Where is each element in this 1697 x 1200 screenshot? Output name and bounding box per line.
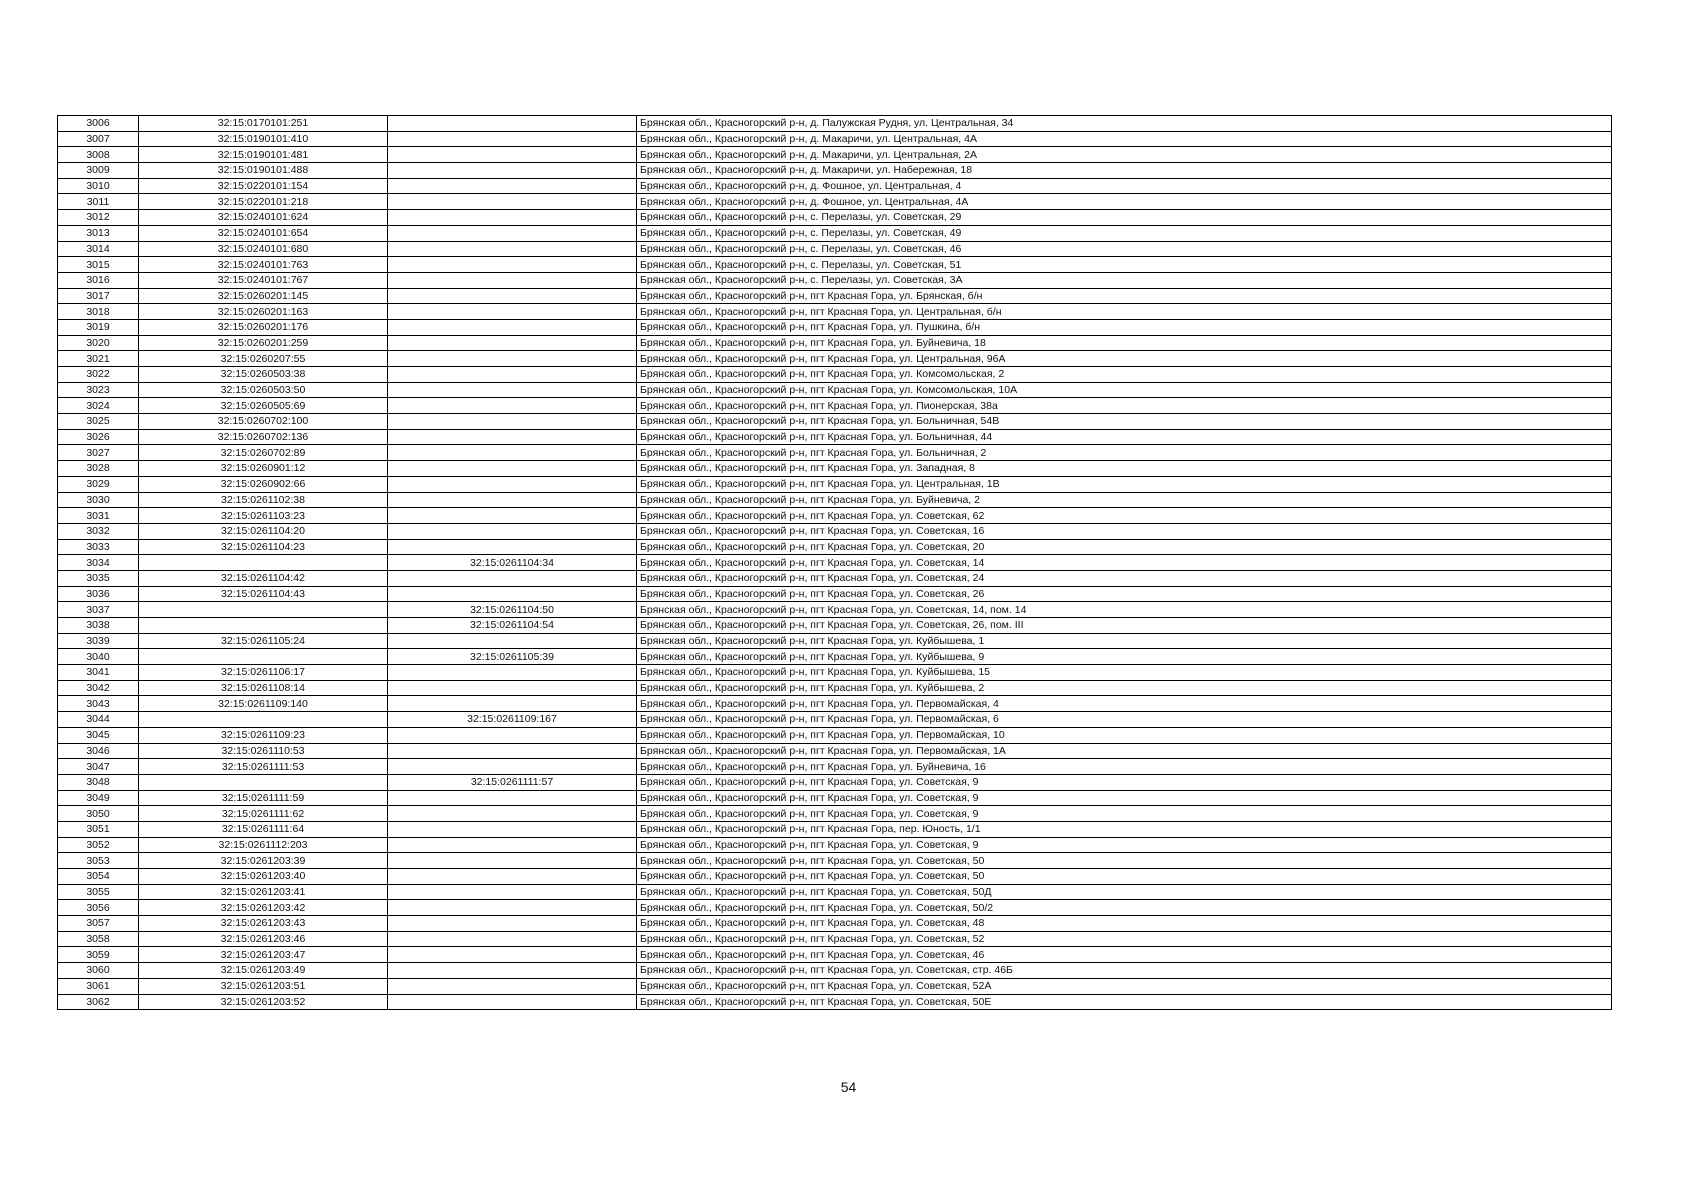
- address-cell: Брянская обл., Красногорский р-н, пгт Красная Гора, ул. Советская, 50Д: [637, 884, 1612, 900]
- related-cadastral-number-cell: [388, 210, 637, 226]
- related-cadastral-number-cell: [388, 257, 637, 273]
- cadastral-number-cell: 32:15:0261109:140: [139, 696, 388, 712]
- cadastral-number-cell: 32:15:0260201:145: [139, 288, 388, 304]
- cadastral-number-cell: [139, 774, 388, 790]
- row-number-cell: 3046: [58, 743, 139, 759]
- cadastral-number-cell: 32:15:0261104:43: [139, 586, 388, 602]
- row-number-cell: 3033: [58, 539, 139, 555]
- row-number-cell: 3015: [58, 257, 139, 273]
- row-number-cell: 3022: [58, 367, 139, 383]
- related-cadastral-number-cell: [388, 335, 637, 351]
- row-number-cell: 3042: [58, 680, 139, 696]
- row-number-cell: 3010: [58, 178, 139, 194]
- row-number-cell: 3012: [58, 210, 139, 226]
- related-cadastral-number-cell: [388, 351, 637, 367]
- cadastral-number-cell: 32:15:0190101:410: [139, 131, 388, 147]
- address-cell: Брянская обл., Красногорский р-н, пгт Красная Гора, ул. Больничная, 54В: [637, 414, 1612, 430]
- related-cadastral-number-cell: [388, 900, 637, 916]
- row-number-cell: 3006: [58, 116, 139, 132]
- related-cadastral-number-cell: [388, 727, 637, 743]
- address-cell: Брянская обл., Красногорский р-н, с. Перелазы, ул. Советская, 3А: [637, 272, 1612, 288]
- related-cadastral-number-cell: [388, 790, 637, 806]
- cadastral-number-cell: 32:15:0260201:163: [139, 304, 388, 320]
- row-number-cell: 3048: [58, 774, 139, 790]
- table-row: [58, 272, 1612, 288]
- table-row: [58, 978, 1612, 994]
- related-cadastral-number-cell: 32:15:0261111:57: [388, 774, 637, 790]
- table-row: [58, 649, 1612, 665]
- table-row: [58, 696, 1612, 712]
- cadastral-number-cell: 32:15:0261104:20: [139, 523, 388, 539]
- row-number-cell: 3028: [58, 461, 139, 477]
- related-cadastral-number-cell: [388, 633, 637, 649]
- cadastral-number-cell: 32:15:0261203:49: [139, 963, 388, 979]
- cadastral-number-cell: 32:15:0261105:24: [139, 633, 388, 649]
- cadastral-number-cell: 32:15:0260702:136: [139, 429, 388, 445]
- table-row: [58, 492, 1612, 508]
- cadastral-number-cell: 32:15:0261203:40: [139, 869, 388, 885]
- address-cell: Брянская обл., Красногорский р-н, пгт Красная Гора, ул. Пионерская, 38а: [637, 398, 1612, 414]
- cadastral-number-cell: [139, 555, 388, 571]
- table-row: [58, 821, 1612, 837]
- related-cadastral-number-cell: [388, 445, 637, 461]
- table-row: [58, 288, 1612, 304]
- address-cell: Брянская обл., Красногорский р-н, пгт Красная Гора, ул. Советская, 9: [637, 774, 1612, 790]
- table-row: [58, 461, 1612, 477]
- related-cadastral-number-cell: [388, 994, 637, 1010]
- related-cadastral-number-cell: [388, 680, 637, 696]
- address-cell: Брянская обл., Красногорский р-н, пгт Красная Гора, ул. Куйбышева, 2: [637, 680, 1612, 696]
- related-cadastral-number-cell: 32:15:0261104:54: [388, 618, 637, 634]
- cadastral-number-cell: [139, 618, 388, 634]
- address-cell: Брянская обл., Красногорский р-н, д. Макаричи, ул. Центральная, 2А: [637, 147, 1612, 163]
- page-number: 54: [840, 1079, 857, 1095]
- table-row: [58, 131, 1612, 147]
- cadastral-number-cell: 32:15:0260505:69: [139, 398, 388, 414]
- address-cell: Брянская обл., Красногорский р-н, пгт Красная Гора, ул. Советская, 50/2: [637, 900, 1612, 916]
- cadastral-number-cell: 32:15:0240101:767: [139, 272, 388, 288]
- table-row: [58, 680, 1612, 696]
- row-number-cell: 3043: [58, 696, 139, 712]
- address-cell: Брянская обл., Красногорский р-н, с. Перелазы, ул. Советская, 51: [637, 257, 1612, 273]
- related-cadastral-number-cell: [388, 586, 637, 602]
- address-cell: Брянская обл., Красногорский р-н, пгт Красная Гора, ул. Советская, 16: [637, 523, 1612, 539]
- cadastral-number-cell: 32:15:0240101:680: [139, 241, 388, 257]
- cadastral-number-cell: 32:15:0261203:41: [139, 884, 388, 900]
- address-cell: Брянская обл., Красногорский р-н, пгт Красная Гора, ул. Советская, 14, пом. 14: [637, 602, 1612, 618]
- cadastral-number-cell: 32:15:0261103:23: [139, 508, 388, 524]
- table-row: [58, 335, 1612, 351]
- cadastral-number-cell: 32:15:0261104:23: [139, 539, 388, 555]
- related-cadastral-number-cell: [388, 821, 637, 837]
- table-row: [58, 429, 1612, 445]
- related-cadastral-number-cell: [388, 429, 637, 445]
- row-number-cell: 3057: [58, 916, 139, 932]
- related-cadastral-number-cell: [388, 225, 637, 241]
- related-cadastral-number-cell: [388, 978, 637, 994]
- row-number-cell: 3055: [58, 884, 139, 900]
- table-row: [58, 445, 1612, 461]
- table-row: [58, 618, 1612, 634]
- row-number-cell: 3011: [58, 194, 139, 210]
- table-row: [58, 712, 1612, 728]
- cadastral-number-cell: 32:15:0261203:43: [139, 916, 388, 932]
- related-cadastral-number-cell: [388, 476, 637, 492]
- table-row: [58, 508, 1612, 524]
- related-cadastral-number-cell: [388, 414, 637, 430]
- row-number-cell: 3008: [58, 147, 139, 163]
- related-cadastral-number-cell: [388, 916, 637, 932]
- related-cadastral-number-cell: [388, 147, 637, 163]
- table-row: [58, 963, 1612, 979]
- table-row: [58, 555, 1612, 571]
- address-cell: Брянская обл., Красногорский р-н, д. Макаричи, ул. Набережная, 18: [637, 163, 1612, 179]
- table-row: [58, 743, 1612, 759]
- table-row: [58, 257, 1612, 273]
- address-cell: Брянская обл., Красногорский р-н, пгт Красная Гора, ул. Буйневича, 18: [637, 335, 1612, 351]
- cadastral-number-cell: 32:15:0240101:624: [139, 210, 388, 226]
- related-cadastral-number-cell: [388, 884, 637, 900]
- row-number-cell: 3059: [58, 947, 139, 963]
- table-row: [58, 853, 1612, 869]
- address-cell: Брянская обл., Красногорский р-н, пгт Красная Гора, ул. Центральная, 96А: [637, 351, 1612, 367]
- related-cadastral-number-cell: [388, 319, 637, 335]
- related-cadastral-number-cell: [388, 398, 637, 414]
- cadastral-number-cell: 32:15:0261102:38: [139, 492, 388, 508]
- address-cell: Брянская обл., Красногорский р-н, пгт Красная Гора, ул. Советская, 9: [637, 837, 1612, 853]
- related-cadastral-number-cell: [388, 837, 637, 853]
- row-number-cell: 3017: [58, 288, 139, 304]
- cadastral-number-cell: [139, 649, 388, 665]
- related-cadastral-number-cell: [388, 288, 637, 304]
- related-cadastral-number-cell: [388, 492, 637, 508]
- related-cadastral-number-cell: [388, 304, 637, 320]
- address-cell: Брянская обл., Красногорский р-н, с. Перелазы, ул. Советская, 46: [637, 241, 1612, 257]
- related-cadastral-number-cell: 32:15:0261104:50: [388, 602, 637, 618]
- address-cell: Брянская обл., Красногорский р-н, д. Макаричи, ул. Центральная, 4А: [637, 131, 1612, 147]
- row-number-cell: 3023: [58, 382, 139, 398]
- row-number-cell: 3036: [58, 586, 139, 602]
- address-cell: Брянская обл., Красногорский р-н, пгт Красная Гора, ул. Советская, 50Е: [637, 994, 1612, 1010]
- row-number-cell: 3030: [58, 492, 139, 508]
- table-row: [58, 900, 1612, 916]
- related-cadastral-number-cell: 32:15:0261105:39: [388, 649, 637, 665]
- related-cadastral-number-cell: [388, 931, 637, 947]
- related-cadastral-number-cell: [388, 367, 637, 383]
- address-cell: Брянская обл., Красногорский р-н, пгт Красная Гора, ул. Комсомольская, 2: [637, 367, 1612, 383]
- address-cell: Брянская обл., Красногорский р-н, пгт Красная Гора, ул. Советская, 9: [637, 790, 1612, 806]
- related-cadastral-number-cell: [388, 743, 637, 759]
- row-number-cell: 3045: [58, 727, 139, 743]
- address-cell: Брянская обл., Красногорский р-н, пгт Красная Гора, ул. Первомайская, 1А: [637, 743, 1612, 759]
- row-number-cell: 3052: [58, 837, 139, 853]
- row-number-cell: 3019: [58, 319, 139, 335]
- row-number-cell: 3050: [58, 806, 139, 822]
- table-row: [58, 727, 1612, 743]
- address-cell: Брянская обл., Красногорский р-н, пгт Красная Гора, ул. Брянская, б/н: [637, 288, 1612, 304]
- cadastral-number-cell: 32:15:0260902:66: [139, 476, 388, 492]
- table-row: [58, 994, 1612, 1010]
- address-cell: Брянская обл., Красногорский р-н, пгт Красная Гора, ул. Советская, 9: [637, 806, 1612, 822]
- row-number-cell: 3060: [58, 963, 139, 979]
- address-cell: Брянская обл., Красногорский р-н, пгт Красная Гора, ул. Куйбышева, 1: [637, 633, 1612, 649]
- address-cell: Брянская обл., Красногорский р-н, с. Перелазы, ул. Советская, 29: [637, 210, 1612, 226]
- table-row: [58, 523, 1612, 539]
- cadastral-number-cell: 32:15:0220101:218: [139, 194, 388, 210]
- related-cadastral-number-cell: [388, 163, 637, 179]
- table-row: [58, 147, 1612, 163]
- address-cell: Брянская обл., Красногорский р-н, пгт Красная Гора, ул. Больничная, 2: [637, 445, 1612, 461]
- table-row: [58, 225, 1612, 241]
- address-cell: Брянская обл., Красногорский р-н, пгт Красная Гора, ул. Советская, 50: [637, 869, 1612, 885]
- cadastral-number-cell: 32:15:0261111:53: [139, 759, 388, 775]
- related-cadastral-number-cell: [388, 963, 637, 979]
- address-cell: Брянская обл., Красногорский р-н, пгт Красная Гора, ул. Советская, 26, пом. III: [637, 618, 1612, 634]
- address-cell: Брянская обл., Красногорский р-н, пгт Красная Гора, ул. Первомайская, 10: [637, 727, 1612, 743]
- table-row: [58, 414, 1612, 430]
- address-cell: Брянская обл., Красногорский р-н, пгт Красная Гора, ул. Советская, стр. 46Б: [637, 963, 1612, 979]
- row-number-cell: 3035: [58, 570, 139, 586]
- cadastral-number-cell: 32:15:0261111:59: [139, 790, 388, 806]
- row-number-cell: 3049: [58, 790, 139, 806]
- related-cadastral-number-cell: [388, 272, 637, 288]
- address-cell: Брянская обл., Красногорский р-н, пгт Красная Гора, ул. Первомайская, 4: [637, 696, 1612, 712]
- row-number-cell: 3047: [58, 759, 139, 775]
- table-row: [58, 367, 1612, 383]
- address-cell: Брянская обл., Красногорский р-н, пгт Красная Гора, ул. Советская, 52А: [637, 978, 1612, 994]
- table-row: [58, 837, 1612, 853]
- related-cadastral-number-cell: [388, 523, 637, 539]
- table-row: [58, 806, 1612, 822]
- row-number-cell: 3054: [58, 869, 139, 885]
- cadastral-number-cell: 32:15:0261108:14: [139, 680, 388, 696]
- row-number-cell: 3014: [58, 241, 139, 257]
- table-row: [58, 759, 1612, 775]
- table-row: [58, 665, 1612, 681]
- related-cadastral-number-cell: [388, 461, 637, 477]
- row-number-cell: 3021: [58, 351, 139, 367]
- row-number-cell: 3013: [58, 225, 139, 241]
- related-cadastral-number-cell: [388, 696, 637, 712]
- row-number-cell: 3026: [58, 429, 139, 445]
- related-cadastral-number-cell: [388, 131, 637, 147]
- table-row: [58, 241, 1612, 257]
- table-row: [58, 351, 1612, 367]
- cadastral-number-cell: 32:15:0261111:64: [139, 821, 388, 837]
- table-row: [58, 476, 1612, 492]
- related-cadastral-number-cell: 32:15:0261109:167: [388, 712, 637, 728]
- address-cell: Брянская обл., Красногорский р-н, пгт Красная Гора, ул. Советская, 52: [637, 931, 1612, 947]
- cadastral-number-cell: 32:15:0220101:154: [139, 178, 388, 194]
- related-cadastral-number-cell: 32:15:0261104:34: [388, 555, 637, 571]
- table-row: [58, 178, 1612, 194]
- address-cell: Брянская обл., Красногорский р-н, д. Палужская Рудня, ул. Центральная, 34: [637, 116, 1612, 132]
- cadastral-number-cell: 32:15:0170101:251: [139, 116, 388, 132]
- cadastral-number-cell: 32:15:0261109:23: [139, 727, 388, 743]
- row-number-cell: 3039: [58, 633, 139, 649]
- cadastral-number-cell: 32:15:0261203:42: [139, 900, 388, 916]
- cadastral-number-cell: 32:15:0240101:654: [139, 225, 388, 241]
- table-row: [58, 602, 1612, 618]
- table-row: [58, 931, 1612, 947]
- address-cell: Брянская обл., Красногорский р-н, пгт Красная Гора, ул. Советская, 46: [637, 947, 1612, 963]
- related-cadastral-number-cell: [388, 570, 637, 586]
- table-row: [58, 774, 1612, 790]
- table-row: [58, 382, 1612, 398]
- cadastral-number-cell: 32:15:0261203:52: [139, 994, 388, 1010]
- cadastral-number-cell: [139, 712, 388, 728]
- address-cell: Брянская обл., Красногорский р-н, пгт Красная Гора, ул. Пушкина, б/н: [637, 319, 1612, 335]
- table-row: [58, 398, 1612, 414]
- row-number-cell: 3061: [58, 978, 139, 994]
- related-cadastral-number-cell: [388, 539, 637, 555]
- related-cadastral-number-cell: [388, 947, 637, 963]
- address-cell: Брянская обл., Красногорский р-н, с. Перелазы, ул. Советская, 49: [637, 225, 1612, 241]
- cadastral-number-cell: [139, 602, 388, 618]
- cadastral-number-cell: 32:15:0261106:17: [139, 665, 388, 681]
- row-number-cell: 3016: [58, 272, 139, 288]
- cadastral-number-cell: 32:15:0261203:39: [139, 853, 388, 869]
- address-cell: Брянская обл., Красногорский р-н, пгт Красная Гора, пер. Юность, 1/1: [637, 821, 1612, 837]
- table-row: [58, 539, 1612, 555]
- row-number-cell: 3007: [58, 131, 139, 147]
- table-row: [58, 633, 1612, 649]
- address-cell: Брянская обл., Красногорский р-н, пгт Красная Гора, ул. Комсомольская, 10А: [637, 382, 1612, 398]
- row-number-cell: 3034: [58, 555, 139, 571]
- related-cadastral-number-cell: [388, 759, 637, 775]
- row-number-cell: 3053: [58, 853, 139, 869]
- address-cell: Брянская обл., Красногорский р-н, пгт Красная Гора, ул. Западная, 8: [637, 461, 1612, 477]
- cadastral-number-cell: 32:15:0261203:51: [139, 978, 388, 994]
- related-cadastral-number-cell: [388, 665, 637, 681]
- address-cell: Брянская обл., Красногорский р-н, пгт Красная Гора, ул. Советская, 50: [637, 853, 1612, 869]
- cadastral-number-cell: 32:15:0240101:763: [139, 257, 388, 273]
- address-cell: Брянская обл., Красногорский р-н, пгт Красная Гора, ул. Центральная, б/н: [637, 304, 1612, 320]
- cadastral-number-cell: 32:15:0190101:488: [139, 163, 388, 179]
- row-number-cell: 3044: [58, 712, 139, 728]
- table-row: [58, 319, 1612, 335]
- row-number-cell: 3027: [58, 445, 139, 461]
- related-cadastral-number-cell: [388, 869, 637, 885]
- cadastral-number-cell: 32:15:0260207:55: [139, 351, 388, 367]
- address-cell: Брянская обл., Красногорский р-н, пгт Красная Гора, ул. Советская, 48: [637, 916, 1612, 932]
- row-number-cell: 3018: [58, 304, 139, 320]
- row-number-cell: 3037: [58, 602, 139, 618]
- table-row: [58, 570, 1612, 586]
- table-row: [58, 210, 1612, 226]
- related-cadastral-number-cell: [388, 806, 637, 822]
- row-number-cell: 3051: [58, 821, 139, 837]
- table-row: [58, 869, 1612, 885]
- table-row: [58, 586, 1612, 602]
- address-cell: Брянская обл., Красногорский р-н, пгт Красная Гора, ул. Буйневича, 2: [637, 492, 1612, 508]
- row-number-cell: 3020: [58, 335, 139, 351]
- address-cell: Брянская обл., Красногорский р-н, пгт Красная Гора, ул. Центральная, 1В: [637, 476, 1612, 492]
- table-row: [58, 790, 1612, 806]
- row-number-cell: 3009: [58, 163, 139, 179]
- cadastral-number-cell: 32:15:0261110:53: [139, 743, 388, 759]
- row-number-cell: 3031: [58, 508, 139, 524]
- address-cell: Брянская обл., Красногорский р-н, пгт Красная Гора, ул. Советская, 62: [637, 508, 1612, 524]
- address-cell: Брянская обл., Красногорский р-н, пгт Красная Гора, ул. Советская, 26: [637, 586, 1612, 602]
- address-cell: Брянская обл., Красногорский р-н, пгт Красная Гора, ул. Больничная, 44: [637, 429, 1612, 445]
- row-number-cell: 3024: [58, 398, 139, 414]
- row-number-cell: 3058: [58, 931, 139, 947]
- related-cadastral-number-cell: [388, 508, 637, 524]
- table-row: [58, 916, 1612, 932]
- cadastral-number-cell: 32:15:0261104:42: [139, 570, 388, 586]
- related-cadastral-number-cell: [388, 853, 637, 869]
- related-cadastral-number-cell: [388, 178, 637, 194]
- cadastral-number-cell: 32:15:0261112:203: [139, 837, 388, 853]
- cadastral-number-cell: 32:15:0260901:12: [139, 461, 388, 477]
- cadastral-number-cell: 32:15:0260702:100: [139, 414, 388, 430]
- address-cell: Брянская обл., Красногорский р-н, пгт Красная Гора, ул. Советская, 20: [637, 539, 1612, 555]
- table-row: [58, 304, 1612, 320]
- row-number-cell: 3041: [58, 665, 139, 681]
- table-row: [58, 194, 1612, 210]
- table-row: [58, 116, 1612, 132]
- row-number-cell: 3040: [58, 649, 139, 665]
- cadastral-number-cell: 32:15:0190101:481: [139, 147, 388, 163]
- table-row: [58, 163, 1612, 179]
- table-row: [58, 884, 1612, 900]
- register-body: [58, 116, 1612, 1010]
- table-row: [58, 947, 1612, 963]
- address-cell: Брянская обл., Красногорский р-н, пгт Красная Гора, ул. Куйбышева, 15: [637, 665, 1612, 681]
- related-cadastral-number-cell: [388, 194, 637, 210]
- address-cell: Брянская обл., Красногорский р-н, пгт Красная Гора, ул. Советская, 24: [637, 570, 1612, 586]
- row-number-cell: 3029: [58, 476, 139, 492]
- row-number-cell: 3025: [58, 414, 139, 430]
- cadastral-number-cell: 32:15:0261203:46: [139, 931, 388, 947]
- cadastral-number-cell: 32:15:0260503:38: [139, 367, 388, 383]
- address-cell: Брянская обл., Красногорский р-н, пгт Красная Гора, ул. Первомайская, 6: [637, 712, 1612, 728]
- property-register-table: [57, 115, 1612, 1010]
- cadastral-number-cell: 32:15:0260702:89: [139, 445, 388, 461]
- address-cell: Брянская обл., Красногорский р-н, пгт Красная Гора, ул. Советская, 14: [637, 555, 1612, 571]
- row-number-cell: 3038: [58, 618, 139, 634]
- row-number-cell: 3032: [58, 523, 139, 539]
- cadastral-number-cell: 32:15:0261111:62: [139, 806, 388, 822]
- address-cell: Брянская обл., Красногорский р-н, пгт Красная Гора, ул. Куйбышева, 9: [637, 649, 1612, 665]
- related-cadastral-number-cell: [388, 241, 637, 257]
- cadastral-number-cell: 32:15:0261203:47: [139, 947, 388, 963]
- related-cadastral-number-cell: [388, 382, 637, 398]
- row-number-cell: 3062: [58, 994, 139, 1010]
- row-number-cell: 3056: [58, 900, 139, 916]
- address-cell: Брянская обл., Красногорский р-н, д. Фошное, ул. Центральная, 4: [637, 178, 1612, 194]
- address-cell: Брянская обл., Красногорский р-н, д. Фошное, ул. Центральная, 4А: [637, 194, 1612, 210]
- cadastral-number-cell: 32:15:0260201:176: [139, 319, 388, 335]
- cadastral-number-cell: 32:15:0260201:259: [139, 335, 388, 351]
- cadastral-number-cell: 32:15:0260503:50: [139, 382, 388, 398]
- related-cadastral-number-cell: [388, 116, 637, 132]
- address-cell: Брянская обл., Красногорский р-н, пгт Красная Гора, ул. Буйневича, 16: [637, 759, 1612, 775]
